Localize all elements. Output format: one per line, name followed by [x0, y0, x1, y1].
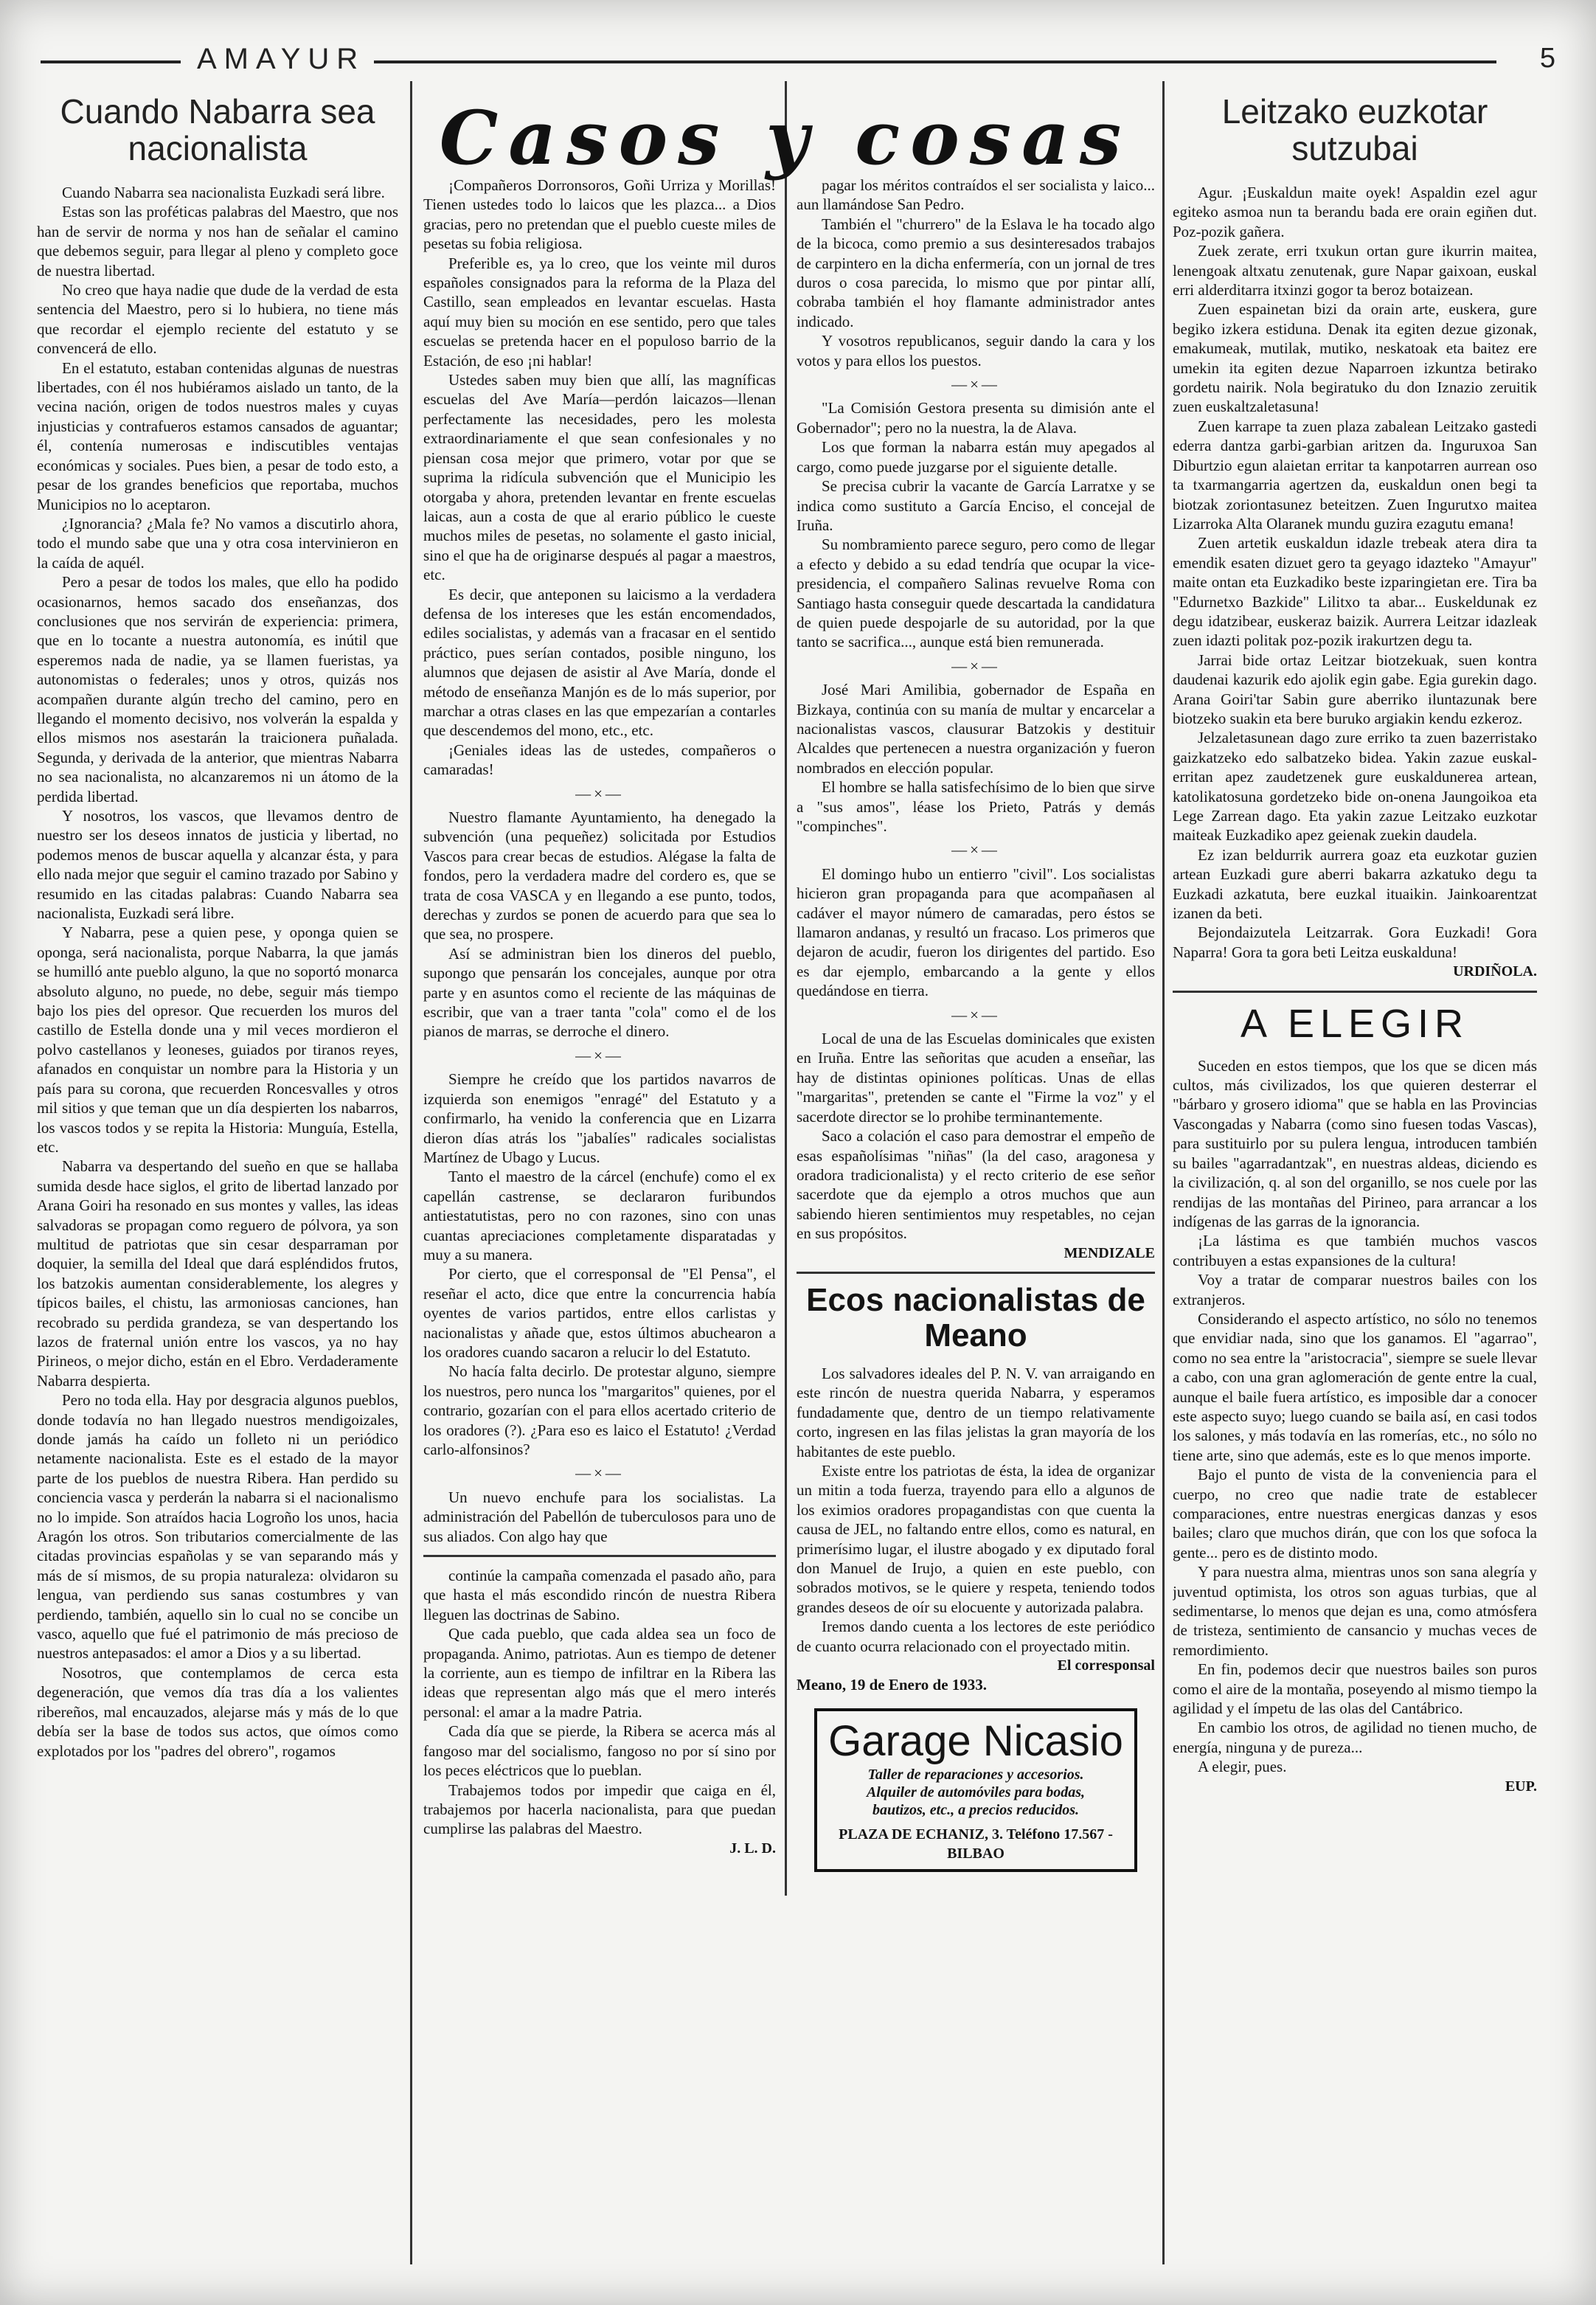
cuando-nabarra-continuation	[423, 1566, 776, 1839]
article-title-leitzako: Leitzako euzkotar sutzubai	[1221, 92, 1488, 167]
paragraph: Cada día que se pierde, la Ribera se acerca más al fangoso mar del socialismo, fangoso no por sí sino por los peces eléctricos que lo pueblan.	[423, 1722, 776, 1780]
paragraph: Considerando el aspecto artístico, no sólo no tenemos que envidiar nada, sino que los ganamos. El "agarrao", como no sea entre la "aristocracia", siempre se suele llevar a cabo, con una gran aglomeración de gente entre la cual, aunque el baile fuera artístico, es imposible dar a conocer este aspecto suyo; luego cuando se baila así, en casi todos los salones, y más todavía en las romerías, etc., no sólo no tiene arte, sino que además, este es lo que menos importe.	[1173, 1309, 1537, 1464]
horizontal-rule	[797, 1272, 1155, 1274]
paper-name: AMAYUR	[188, 43, 374, 76]
signature-eup: EUP.	[1505, 1778, 1537, 1795]
paragraph: Trabajemos todos por impedir que caiga en él, trabajemos por hacerla nacionalista, para que puedan cumplirse las palabras del Maestro.	[423, 1781, 776, 1838]
paragraph: Jelzaletasunean dago zure erriko ta zuen bazerristako gaizkatzeko edo salbatzeko bidea. Yakin zazue euskal-erritan apez zaudetzenek gure euskaldunerea artean, katolikatosuna gordetzeko bide on-onena Jaungoikoa eta Lege Zarrean dago. Eta yakin zazue Leitzako euzkotar maiteak Euzkadiko apez geienak zuekin daudela.	[1173, 729, 1537, 845]
paragraph: Y para nuestra alma, mientras unos son sana alegría y juventud optimista, los otros son aguas turbias, que al sedimentarse, lo menos que dejan es una, como atmósfera de tristeza, sentimiento de cansancio y muchas veces de remordimiento.	[1173, 1563, 1537, 1659]
paragraph: Zuen karrape ta zuen plaza zabalean Leitzako gastedi ederra dantza garbi-garbian aritzen da. Inguruxoa San Diburtzio egun alaietan erritar ta kanpotarren aurrean oso ta txarmangarria agertzen da, euskaldun onen begi ta biotzak zoriontasunez beteitzen. Zuen Ingurutxo maitea Lizarroka Alta Olaranek mundu guzira ezagutu emana!	[1173, 417, 1537, 533]
paragraph: Su nombramiento parece seguro, pero como de llegar a efecto y debido a su edad tendría que ocupar la vice-presidencia, el compañero Salinas revuelve Roma con Santiago hasta conseguir quede descartada la candidatura de quien puede despojarle de su autoridad, por la que tanto se sacrifica..., aunque está bien remunerada.	[797, 535, 1155, 651]
casos-block-1	[423, 176, 776, 780]
paragraph: No creo que haya nadie que dude de la verdad de esta sentencia del Maestro, pero si lo hubiera, no tiene más que recordar el ejemplo reciente del estatuto y se convencerá de ello.	[37, 281, 398, 358]
paragraph: Suceden en estos tiempos, que los que se dicen más cultos, más civilizados, los que quieren desterrar el "bárbaro y grosero idioma" que se habla en las Provincias Vascongadas y Nabarra (como sino fuesen todas Vascas), para sustituirlo por su pulera lengua, introducen también su bailes "agarradantzak", en nuestras aldeas, diciendo es la civilización, q. al son del organillo, se nos cuele por las rendijas de las montañas del Pirineo, para arrancar a los indígenas de las garras de la ignorancia.	[1173, 1056, 1537, 1230]
article-title-ecos-meano: Ecos nacionalistas de Meano	[806, 1281, 1145, 1353]
article-body-ecos-meano	[797, 1364, 1155, 1656]
signature-urdinola: URDIÑOLA.	[1453, 963, 1537, 980]
paragraph: Zuen artetik euskaldun idazle trebeak atera dira ta emendik esaten dizuet gero ta geyago idazteko "Amayur" maite ontan eta Euzkadiko beste izparingietan ere. Tira ba "Edurnetxo Bazkide" Lilitxo ta abar... Euskeldunak ez degu idatzibear, euskeraz baizik. Aurrera Leitzar idazleak zuen idazti politak poz-pozik irakurtzen degu ta.	[1173, 534, 1537, 650]
separator: —×—	[575, 1464, 624, 1483]
paragraph: Se precisa cubrir la vacante de García Larratxe y se indica como sustituto a García Enciso, el concejal de Iruña.	[797, 477, 1155, 534]
casos-block-7	[797, 680, 1155, 836]
masthead	[41, 43, 1555, 75]
paragraph: Por cierto, que el corresponsal de "El Pensa", el reseñar el acto, dice que entre la concurrencia había oyentes de varios partidos, entre ellos carlistas y nacionalistas y añade que, estos últimos abuchearon a los oradores cuando sacaron a relucir lo del Estatuto.	[423, 1265, 776, 1361]
column-divider-2	[785, 81, 787, 1896]
ecos-signature: El corresponsal	[1057, 1657, 1155, 1674]
paragraph: Jarrai bide ortaz Leitzar biotzekuak, suen kontra daudenai kazurik edo ajolik egin gabe. Egia gurekin dago. Arana Goiri'tar Sabin gure aberriko iluntazunak bere biotzeko suakin eta bere buruko argiakin kendu ezkeroz.	[1173, 651, 1537, 727]
article-title-a-elegir: A ELEGIR	[1240, 1001, 1470, 1046]
column-divider-3	[1162, 81, 1165, 2264]
paragraph: Zuen espainetan bizi da orain arte, euskera, gure begiko izkera estiduna. Denak ita egiten dezue gizonak, emakumeak, mutilak, mutiko, neskatoak eta baitez ere umekin ita egiten dezue Naparroen izkuntza betirako gordetu nairik. Nola begiratuko du don Iznazio zeruitik zuen euskaltzaletasuna!	[1173, 300, 1537, 416]
casos-block-6	[797, 398, 1155, 651]
paragraph: Ez izan beldurrik aurrera goaz eta euzkotar guzien artean Euzkadi gure aberri bakarra azkatuko degu ta Euzkadi azkatuta, bere euzkal ituaikin. Jainkoarentzat izanen da beti.	[1173, 845, 1537, 923]
paragraph: Voy a tratar de comparar nuestros bailes con los extranjeros.	[1173, 1271, 1537, 1309]
garage-nicasio-ad	[814, 1708, 1137, 1872]
paragraph: continúe la campaña comenzada el pasado año, para que hasta el más escondido rincón de nuestra Ribera lleguen las doctrinas de Sabino.	[423, 1567, 776, 1623]
paragraph: En el estatuto, estaban contenidas algunas de nuestras libertades, con él nos hubiéramos aislado un tanto, de la vecina nación, origen de todos nuestros males y cuyas injusticias y contrafueros estamos cansados de aguantar; él, contenía numerosas e indiscutibles ventajas económicas y sociales. Pues bien, a pesar de todo esto, a pesar de los grandes beneficios que reportaba, muchos Municipios no lo aceptaron.	[37, 358, 398, 513]
article-body-a-elegir	[1173, 1056, 1537, 1758]
casos-block-9	[797, 1029, 1155, 1243]
casos-block-8	[797, 864, 1155, 1001]
separator: —×—	[575, 1046, 624, 1064]
column-divider-1	[410, 81, 412, 2264]
ad-name: Garage Nicasio	[828, 1716, 1123, 1765]
separator: —×—	[575, 784, 624, 803]
paragraph: También el "churrero" de la Eslava le ha tocado algo de la bicoca, como premio a sus desinteresados trabajos de carpintero en la dicha enfermería, con un jornal de tres duros o cosa parecida, lo mismo que por pintar allí, cobraba también el hoy flamante administrador antes indicado.	[797, 215, 1155, 330]
ecos-date: Meano, 19 de Enero de 1933.	[797, 1676, 988, 1694]
paragraph: ¿Ignorancia? ¿Mala fe? No vamos a discutirlo ahora, todo el mundo sabe que una y otra cosa intervinieron en la caída de aquél.	[37, 514, 398, 572]
paragraph: José Mari Amilibia, gobernador de España en Bizkaya, continúa con su manía de multar y encarcelar a nacionalistas vascos, clausurar Batzokis y destituir Alcaldes que pertenecen a nuestra organización y fueron nombrados en elección popular.	[797, 681, 1155, 777]
ad-address: PLAZA DE ECHANIZ, 3. Teléfono 17.567 - BILBAO	[839, 1826, 1113, 1862]
paragraph: Pero a pesar de todos los males, que ello ha podido ocasionarnos, hemos sacado dos enseñanzas, dos conclusiones que nos servirán de experiencia: primera, que en lo tocante a nuestra autonomía, es inútil que esperemos nada de nadie, ya se llamen fueristas, ya autonomistas o federales; unos y otros, quizás nos acompañen durante algún trecho del camino, pero en llegando el momento decisivo, nos volverán la espalda y ellos mismos nos asestarán la traicionera puñalada. Segunda, y derivada de la anterior, que mientras Nabarra no sea nacionalista, no alcanzaremos ni un átomo de la perdida libertad.	[37, 573, 398, 805]
casos-block-3	[423, 1070, 776, 1459]
paragraph: Preferible es, ya lo creo, que los veinte mil duros españoles consignados para la reforma de la Plaza del Castillo, sean empleados en levantar escuelas. Hasta aquí muy bien su moción en ese sentido, pero que tales escuelas se pretenda hacer en el populoso barrio de la Estación, de eso ¡ni hablar!	[423, 254, 776, 370]
paragraph: En cambio los otros, de agilidad no tienen mucho, de energía, ninguna y de pureza...	[1173, 1719, 1537, 1756]
column-2-article	[423, 176, 776, 2241]
paragraph: No hacía falta decirlo. De protestar alguno, siempre los nuestros, pero nunca los "margaritos" quienes, por el contrario, gozarían con el para ellos acertado criterio de los oradores (?). ¿Para eso es laico el Estatuto! ¿Verdad carlo-alfonsinos?	[423, 1362, 776, 1458]
column-3-article	[797, 176, 1155, 2241]
paragraph: Nosotros, que contemplamos de cerca esta degeneración, que vemos día tras día a los valientes ribereños, mal encauzados, alejarse más y más de lo que debía ser la base de todos sus actos, que oímos como explotados por los "padres del obrero", rogamos	[37, 1663, 398, 1760]
paragraph: ¡La lástima es que también muchos vascos contribuyen a estas expansiones de la cultura!	[1173, 1232, 1537, 1269]
paragraph: El hombre se halla satisfechísimo de lo bien que sirve a "sus amos", léase los Prieto, Patrás y demás "compinches".	[797, 778, 1155, 835]
column-1-article	[37, 89, 398, 2294]
paragraph: El domingo hubo un entierro "civil". Los socialistas hicieron gran propaganda para que acompañasen al cadáver el mayor número de camaradas, pero éstos se llamaron andanas, y resultó un fracaso. Los primeros que dejaron de acudir, fueron los dirigentes del partido. Eso es dar ejemplo, embarcando a la gente y ellos quedándose en tierra.	[797, 864, 1155, 1000]
paragraph: Bajo el punto de vista de la conveniencia para el cuerpo, no creo que nadie trate de establecer comparaciones, entre nuestras energicas danzas y esos bailes; claro que muchos dirán, que con los que sofoca la gente... pero es de distinto modo.	[1173, 1466, 1537, 1561]
paragraph: Nabarra va despertando del sueño en que se hallaba sumida desde hace siglos, el grito de libertad lanzado por Arana Goiri ha resonado en sus montes y valles, las ideas salvadoras se propagan como reguero de pólvora, ya son multitud de patriotas que sin cesar desparraman por doquier, la semilla del Ideal que dará espléndidos frutos, los batzokis aumentan considerablemente, los alegres y típicos bailes, el chistu, las armoniosas canciones, han recobrado su perdida grandeza, se van despertando los lazos de fraternal unión entre los vascos, ya no hay Pirineos, o mejor dicho, están en el Ebro. Verdaderamente Nabarra despierta.	[37, 1157, 398, 1390]
signature-jld: J. L. D.	[729, 1840, 776, 1857]
separator: —×—	[951, 841, 1000, 859]
ad-line: bautizos, etc., a precios reducidos.	[872, 1801, 1079, 1818]
paragraph: ¡Geniales ideas las de ustedes, compañeros o camaradas!	[423, 741, 776, 779]
article-body-cuando-nabarra	[37, 183, 398, 1761]
paragraph: pagar los méritos contraídos el ser socialista y laico... aun llamándose San Pedro.	[797, 176, 1155, 214]
paragraph: Que cada pueblo, que cada aldea sea un foco de propaganda. Animo, patriotas. Aun es tiempo de detener la corriente, aun es tiempo de infiltrar en la Ribera las ideas que representan algo más que el mero interés personal: el amar a la madre Patria.	[423, 1625, 776, 1721]
paragraph: Y vosotros republicanos, seguir dando la cara y los votos y para ellos los puestos.	[797, 332, 1155, 370]
paragraph: Ustedes saben muy bien que allí, las magníficas escuelas del Ave María—perdón laicazos—llenan perfectamente las necesidades, pero les molesta extraordinariamente el que sean confesionales y no piensan cosa mejor que primero, votar por que se suprima la ridícula subvención que el Municipio les otorgaba y ahora, pretenden levantar en frente escuelas laicas, aun a costa de que al erario público le cueste muchos miles de pesetas, no solamente el gasto inicial, sino el que ha de originarse después al pagar a maestros, etc.	[423, 371, 776, 584]
paragraph: Un nuevo enchufe para los socialistas. La administración del Pabellón de tuberculosos para uno de sus aliados. Con algo hay que	[423, 1488, 776, 1545]
ad-line: Taller de reparaciones y accesorios.	[867, 1766, 1084, 1783]
paragraph: Tanto el maestro de la cárcel (enchufe) como el ex capellán castrense, se declararon furibundos antiestatutistas, pero no con razones, sino con unas cuantas apreciaciones completamente disparatadas y muy a su manera.	[423, 1168, 776, 1264]
horizontal-rule	[1173, 991, 1537, 993]
section-title-casos-y-cosas: Casos y cosas	[439, 94, 1132, 181]
paragraph: Existe entre los patriotas de ésta, la idea de organizar un mitin a toda fuerza, trayendo para ello a algunos de los eximios oradores propagandistas con que cuenta la causa de JEL, no faltando entre ellos, como es natural, en primerísimo lugar, el ilustre abogado y ex diputado foral don Manuel de Irujo, a quien en este pueblo, con sobrados motivos, se le quiere y respeta, teniendo todos grandes deseos de oír su elocuente y autorizada palabra.	[797, 1461, 1155, 1616]
paragraph: Y nosotros, los vascos, que llevamos dentro de nuestro ser los deseos innatos de justicia y libertad, no podemos menos de buscar aquella y alcanzar ésta, y para ello nada mejor que seguir el camino trazado por Sabino y resumido en las citadas palabras: Cuando Nabarra sea nacionalista, Euzkadi será libre.	[37, 807, 398, 923]
paragraph: Nuestro flamante Ayuntamiento, ha denegado la subvención (una pequeñez) solicitada por Estudios Vascos para crear becas de estudios. Alégase la falta de fondos, pero la verdadera madre del cordero es, que se trata de cosa VASCA y en llegando a ese punto, todos, derechas y zurdos se ponen de acuerdo para que sea lo que sea, no prospere.	[423, 808, 776, 943]
ad-line: Alquiler de automóviles para bodas,	[866, 1784, 1086, 1800]
paragraph: ¡Compañeros Dorronsoros, Goñi Urriza y Morillas! Tienen ustedes todo lo laicos que les plazca... a Dios gracias, pero no pretendan que el pueblo cueste miles de pesetas su fobia religiosa.	[423, 176, 776, 253]
casos-block-2	[423, 808, 776, 1041]
paragraph: Así se administran bien los dineros del pueblo, supongo que pensarán los concejales, aunque por otra parte y en asuntos como el reciente de las máquinas de escribir, que van a traer tanta "cola" como el de los pianos de marras, se derroche el dinero.	[423, 944, 776, 1041]
page-number: 5	[1531, 43, 1555, 74]
paragraph: Los que forman la nabarra están muy apegados al cargo, como puede juzgarse por el siguiente detalle.	[797, 438, 1155, 476]
column-4-article	[1173, 89, 1537, 2294]
separator: —×—	[951, 1005, 1000, 1024]
paragraph: Zuek zerate, erri txukun ortan gure ikurrin maitea, lenengoak altxatu zenutenak, gure Napar gaixoan, euskal erri alderditarra itxinzi gogor ta beroz botaizean.	[1173, 242, 1537, 299]
paragraph: Estas son las proféticas palabras del Maestro, que nos han de servir de norma y nos han de señalar el camino que debemos seguir, para llegar al pleno y completo goce de nuestra libertad.	[37, 203, 398, 280]
paragraph: En fin, podemos decir que nuestros bailes son puros como el aire de la montaña, poseyendo al mismo tiempo la agilidad y el ímpetu de las olas del Cantábrico.	[1173, 1660, 1537, 1718]
separator: —×—	[951, 656, 1000, 675]
paragraph: Agur. ¡Euskaldun maite oyek! Aspaldin ezel agur egiteko asmoa nun ta berandu bada ere orain egiñen dut. Poz-pozik gañera.	[1173, 184, 1537, 240]
masthead-rule-right	[350, 60, 1496, 63]
elegir-closing: A elegir, pues.	[1198, 1758, 1287, 1776]
paragraph: Es decir, que anteponen su laicismo a la verdadera defensa de los intereses que les están encomendados, ediles socialistas, y además van a fracasar en el sentido práctico, pues serían contados, posible ninguno, los alumnos que dejasen de asistir al Ave María, donde el método de enseñanza Manjón es de lo más superior, por marchar a otras clases en las que empezarían a contarles que descendemos del mono, etc., etc.	[423, 585, 776, 740]
paragraph: Los salvadores ideales del P. N. V. van arraigando en este rincón de nuestra querida Nabarra, y esperamos fundadamente que, dentro de un tiempo relativamente corto, ingresen en las filas jelistas la gran mayoría de los habitantes de este pueblo.	[797, 1364, 1155, 1460]
separator: —×—	[951, 375, 1000, 394]
paragraph: Siempre he creído que los partidos navarros de izquierda son enemigos "enragé" del Estatuto y a confirmarlo, ha venido la conferencia que en Lizarra dieron días atrás los "jabalíes" radicales socialistas Martínez de Ubago y Lucus.	[423, 1070, 776, 1166]
paragraph: Bejondaizutela Leitzarrak. Gora Euzkadi! Gora Naparra! Gora ta gora beti Leitza euskalduna!	[1173, 923, 1537, 961]
paragraph: Pero no toda ella. Hay por desgracia algunos pueblos, donde todavía no han llegado nuestros mendigoizales, donde jamás ha caído un folleto ni un periódico netamente nacionalista. Este es el estado de la mayor parte de los pueblos de nuestra Ribera. Han perdido su conciencia vasca y perderán la nabarra si el nacionalismo no lo impide. Son atraídos hacia Logroño los unos, hacia Aragón los otros. Son tributarios comercialmente de las citadas provincias españolas y se van separando más y más de sí mismos, de su propia naturaleza: olvidaron su lengua, van perdiendo sus sanas costumbres y van perdiendo, también, aquello sin lo cual no se concibe un vasco, aquello que fué el patrimonio de más precioso de nuestros antepasados: el amor a Dios y a su libertad.	[37, 1391, 398, 1663]
paragraph: Cuando Nabarra sea nacionalista Euzkadi será libre.	[62, 184, 385, 201]
paragraph: "La Comisión Gestora presenta su dimisión ante el Gobernador"; pero no la nuestra, la de Alava.	[797, 399, 1155, 437]
article-title-cuando-nabarra: Cuando Nabarra sea nacionalista	[60, 92, 375, 167]
paragraph: Saco a colación el caso para demostrar el empeño de esas españolísimas "niñas" (la del caso, aragonesa y oradora tradicionalista) y el recto criterio de ese señor sacerdote que da ejemplo a otros muchos que aun sabiendo hieren sentimientos muy respetables, no cejan en sus propósitos.	[797, 1127, 1155, 1243]
paragraph: Local de una de las Escuelas dominicales que existen en Iruña. Entre las señoritas que acuden a enseñar, las hay de distintas opiniones políticas. Unas de ellas "margaritas", pretenden se cante el "Firme la voz" y el sacerdote director se lo prohibe terminantemente.	[797, 1030, 1155, 1126]
article-body-leitzako	[1173, 183, 1537, 962]
signature-mendizale: MENDIZALE	[1064, 1244, 1155, 1261]
casos-block-5	[797, 176, 1155, 370]
paragraph: Iremos dando cuenta a los lectores de este periódico de cuanto ocurra relacionado con el proyectado mitin.	[797, 1618, 1155, 1655]
casos-block-4	[423, 1488, 776, 1546]
masthead-rule-left	[41, 60, 181, 63]
horizontal-rule	[423, 1555, 776, 1557]
paragraph: Y Nabarra, pese a quien pese, y oponga quien se oponga, será nacionalista, porque Nabarra, la que jamás se humilló ante pueblo alguno, la que no soportó monarca absoluto alguno, no puede, no debe, seguir más tiempo bajo los pies del opresor. Que recuerden los muros del castillo de Estella donde una y mil veces mordieron el polvo castellanos y leoneses, guiados por tiranos reyes, afanados en conquistar un nombre para la Historia y un país para su corona, que recuerden Roncesvalles y otros mil sitios y que teman que un día despierten los nabarros, los vascos todos y se repita la Historia: Munguía, Estella, etc.	[37, 923, 398, 1156]
